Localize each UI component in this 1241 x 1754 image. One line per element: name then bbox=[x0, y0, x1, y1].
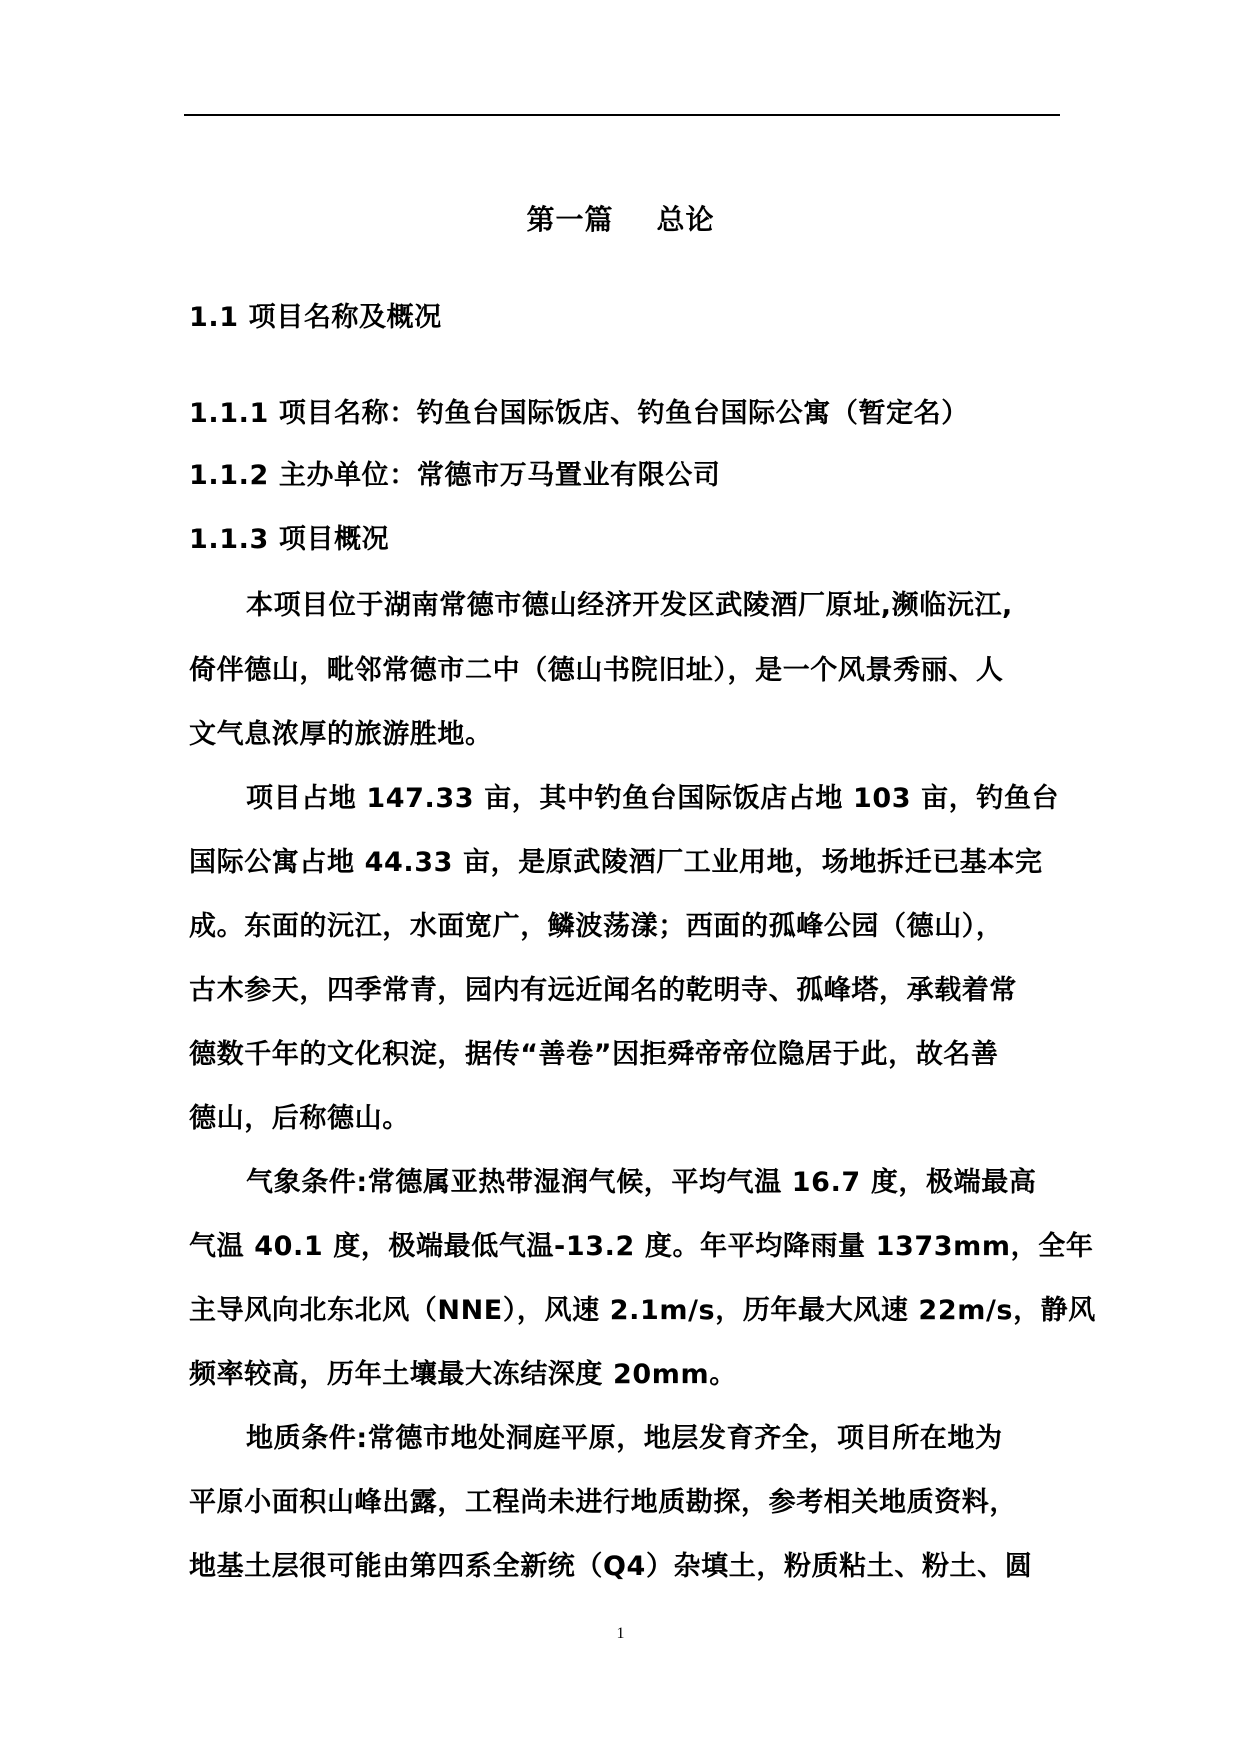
header-rule bbox=[184, 114, 1060, 116]
page-number: 1 bbox=[616, 1625, 625, 1642]
paragraph-line: 地质条件:常德市地处洞庭平原，地层发育齐全，项目所在地为 bbox=[246, 1423, 1003, 1454]
paragraph-line: 德山，后称德山。 bbox=[189, 1103, 410, 1134]
paragraph-line: 古木参天，四季常青，园内有远近闻名的乾明寺、孤峰塔，承载着常 bbox=[189, 975, 1017, 1006]
paragraph-line: 文气息浓厚的旅游胜地。 bbox=[189, 719, 493, 750]
paragraph-line: 项目占地 147.33 亩，其中钓鱼台国际饭店占地 103 亩，钓鱼台 bbox=[246, 783, 1060, 814]
paragraph-line: 主导风向北东北风（NNE），风速 2.1m/s，历年最大风速 22m/s，静风 bbox=[189, 1295, 1096, 1326]
paragraph-line: 国际公寓占地 44.33 亩，是原武陵酒厂工业用地，场地拆迁已基本完 bbox=[189, 847, 1043, 878]
paragraph-line: 德数千年的文化积淀，据传“善卷”因拒舜帝帝位隐居于此，故名善 bbox=[189, 1039, 999, 1070]
chapter-title: 第一篇 总论 bbox=[526, 203, 715, 236]
section-heading-1-1-2: 1.1.2 主办单位：常德市万马置业有限公司 bbox=[189, 460, 721, 491]
paragraph-line: 地基土层很可能由第四系全新统（Q4）杂填土，粉质粘土、粉土、圆 bbox=[189, 1551, 1033, 1582]
paragraph-line: 本项目位于湖南常德市德山经济开发区武陵酒厂原址,濒临沅江, bbox=[246, 590, 1013, 621]
paragraph-line: 平原小面积山峰出露，工程尚未进行地质勘探，参考相关地质资料， bbox=[189, 1487, 1017, 1518]
paragraph-line: 频率较高，历年土壤最大冻结深度 20mm。 bbox=[189, 1359, 737, 1390]
paragraph-line: 成。东面的沅江，水面宽广，鳞波荡漾；西面的孤峰公园（德山）， bbox=[189, 911, 1004, 942]
paragraph-line: 倚伴德山，毗邻常德市二中（德山书院旧址），是一个风景秀丽、人 bbox=[189, 655, 1004, 686]
paragraph-line: 气象条件:常德属亚热带湿润气候，平均气温 16.7 度，极端最高 bbox=[246, 1167, 1037, 1198]
section-heading-1-1-3: 1.1.3 项目概况 bbox=[189, 524, 390, 555]
section-heading-1-1-1: 1.1.1 项目名称：钓鱼台国际饭店、钓鱼台国际公寓（暂定名） bbox=[189, 398, 969, 429]
section-heading-1-1: 1.1 项目名称及概况 bbox=[189, 302, 442, 333]
paragraph-line: 气温 40.1 度，极端最低气温-13.2 度。年平均降雨量 1373mm，全年 bbox=[189, 1231, 1094, 1262]
